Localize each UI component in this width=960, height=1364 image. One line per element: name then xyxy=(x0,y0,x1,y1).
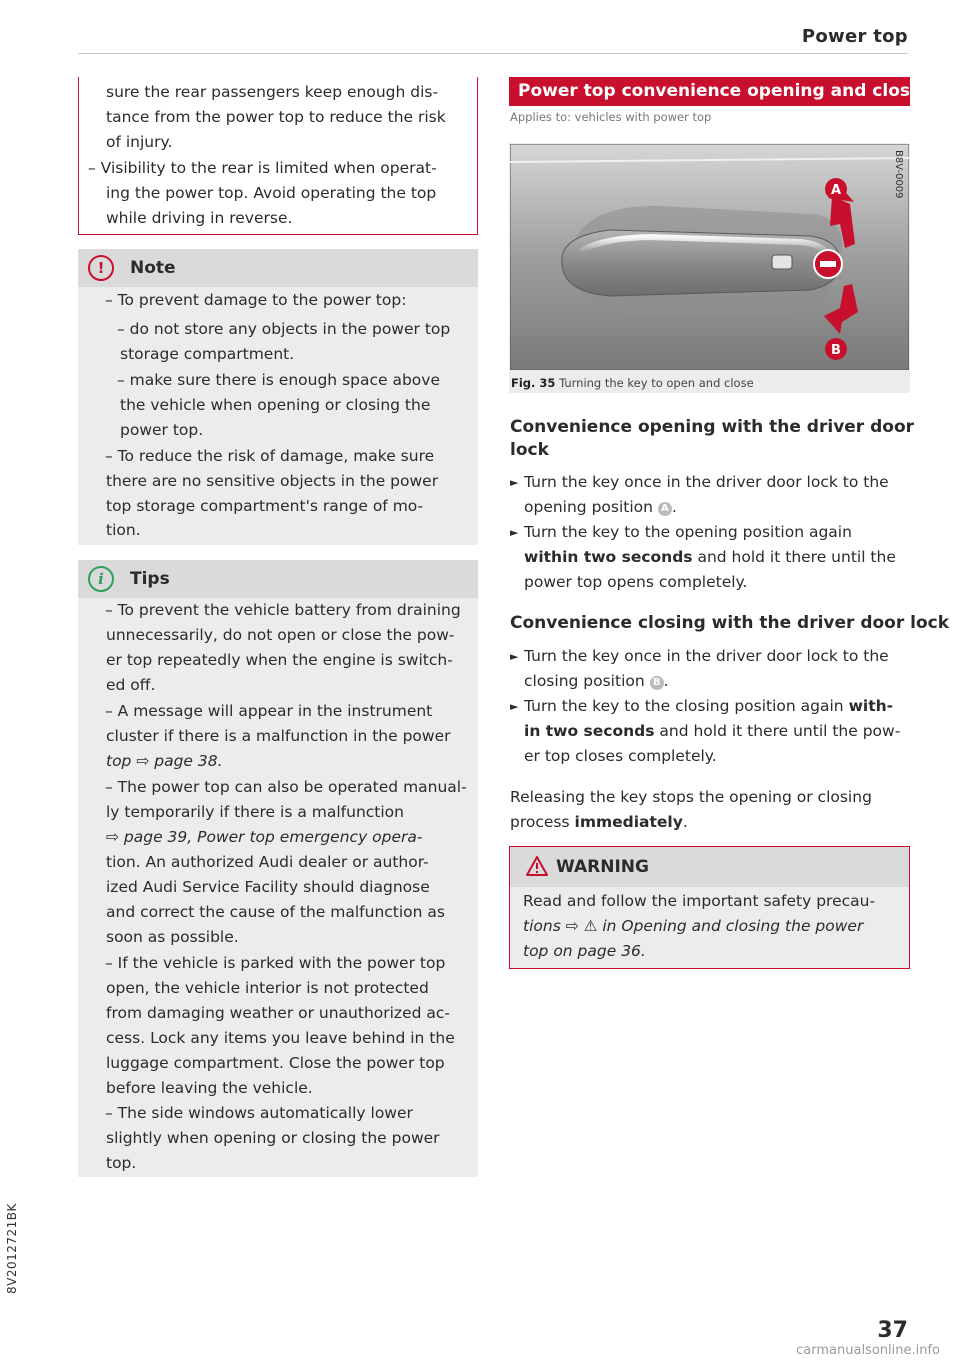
page-reference-link[interactable]: ⇨ page 39, Power top emergency opera- xyxy=(106,828,423,846)
opening-heading-line1: Convenience opening with the driver door xyxy=(510,417,915,437)
warning-title: WARNING xyxy=(556,857,649,877)
text-line: – A message will appear in the instrument xyxy=(105,702,433,720)
figure-caption xyxy=(511,376,754,390)
text-line: power top. xyxy=(120,421,204,439)
closing-heading: Convenience closing with the driver door lock xyxy=(510,613,950,633)
text-line: sure the rear passengers keep enough dis- xyxy=(106,83,439,101)
closing-step-2: ► Turn the key to the closing position again with- xyxy=(510,697,894,715)
text-line: – The power top can also be operated manual- xyxy=(105,778,467,796)
note-header xyxy=(78,249,478,287)
text-line: tion. An authorized Audi dealer or author- xyxy=(106,853,429,871)
exclamation-circle-icon: ! xyxy=(88,255,114,281)
figure-number: Fig. 35 xyxy=(511,376,556,390)
closing-step-2-end: er top closes completely. xyxy=(524,747,717,765)
text-line: cess. Lock any items you leave behind in the xyxy=(106,1029,455,1047)
bullet-arrow-icon: ► xyxy=(510,526,519,539)
text-line: slightly when opening or closing the power xyxy=(106,1129,440,1147)
document-code: 8V2012721BK xyxy=(5,1203,19,1294)
opening-step-2: ► Turn the key to the opening position again xyxy=(510,523,852,541)
text-line: tance from the power top to reduce the risk xyxy=(106,108,446,126)
bullet-arrow-icon: ► xyxy=(510,700,519,713)
text-line: – do not store any objects in the power top xyxy=(117,320,451,338)
section-title: Power top convenience opening and closing xyxy=(518,81,941,101)
text-line: unnecessarily, do not open or close the pow- xyxy=(106,626,455,644)
bullet-arrow-icon: ► xyxy=(510,476,519,489)
warning-box xyxy=(509,846,910,969)
note-box xyxy=(78,249,478,545)
text-line: – Visibility to the rear is limited when operat- xyxy=(88,159,437,177)
closing-step-1: ► Turn the key once in the driver door lock to the xyxy=(510,647,889,665)
note-title: Note xyxy=(130,258,176,278)
text-line: – To prevent the vehicle battery from draining xyxy=(105,601,461,619)
figure-code: B8V-0009 xyxy=(893,150,904,199)
position-b-icon: B xyxy=(650,676,664,690)
text-line: ing the power top. Avoid operating the top xyxy=(106,184,437,202)
warning-continuation-box xyxy=(78,77,478,235)
section-title-bar xyxy=(509,77,941,106)
text-line: – If the vehicle is parked with the power top xyxy=(105,954,446,972)
page-reference-link[interactable]: top ⇨ page 38. xyxy=(106,752,223,770)
warning-line: top on page 36. xyxy=(523,942,646,960)
warning-triangle-icon xyxy=(526,856,548,876)
release-line-2: process immediately. xyxy=(510,813,688,831)
tips-title: Tips xyxy=(130,569,170,589)
text-line: there are no sensitive objects in the power xyxy=(106,472,439,490)
text-line: soon as possible. xyxy=(106,928,239,946)
watermark: carmanualsonline.info xyxy=(796,1343,940,1358)
text-line: open, the vehicle interior is not protected xyxy=(106,979,429,997)
text-line: of injury. xyxy=(106,133,173,151)
figure-caption-text: Turning the key to open and close xyxy=(559,376,754,390)
header-divider xyxy=(78,53,908,54)
tips-box xyxy=(78,560,478,1177)
text-line: – make sure there is enough space above xyxy=(117,371,440,389)
position-a-icon: A xyxy=(658,502,672,516)
text-line: ed off. xyxy=(106,676,156,694)
figure-label-b: B xyxy=(831,343,841,358)
text-line: from damaging weather or unauthorized ac- xyxy=(106,1004,450,1022)
tips-header xyxy=(78,560,478,598)
text-line: top storage compartment's range of mo- xyxy=(106,497,424,515)
closing-step-2-cont: in two seconds and hold it there until the pow- xyxy=(524,722,901,740)
applies-to-note: Applies to: vehicles with power top xyxy=(510,110,712,124)
text-line: while driving in reverse. xyxy=(106,209,293,227)
page-header-title: Power top xyxy=(801,26,908,47)
opening-heading-line2: lock xyxy=(510,440,549,460)
bullet-arrow-icon: ► xyxy=(510,650,519,663)
warning-line: Read and follow the important safety precau- xyxy=(523,892,876,910)
figure-label-a: A xyxy=(830,183,842,198)
release-line-1: Releasing the key stops the opening or closing xyxy=(510,788,872,806)
closing-step-1-cont: closing position B . xyxy=(524,672,669,690)
text-line: ized Audi Service Facility should diagnose xyxy=(106,878,430,896)
text-line: the vehicle when opening or closing the xyxy=(120,396,431,414)
door-handle-illustration xyxy=(510,144,909,370)
text-line: er top repeatedly when the engine is switch- xyxy=(106,651,453,669)
text-line: tion. xyxy=(106,521,141,539)
opening-step-2-end: power top opens completely. xyxy=(524,573,748,591)
opening-step-2-cont: within two seconds and hold it there until the xyxy=(524,548,896,566)
text-line: – The side windows automatically lower xyxy=(105,1104,413,1122)
figure-35 xyxy=(509,143,910,393)
text-line: luggage compartment. Close the power top xyxy=(106,1054,445,1072)
opening-step-1-cont: opening position A . xyxy=(524,498,677,516)
text-line: before leaving the vehicle. xyxy=(106,1079,313,1097)
page-number: 37 xyxy=(877,1318,908,1343)
text-line: storage compartment. xyxy=(120,345,295,363)
warning-header xyxy=(510,847,909,887)
text-line: ly temporarily if there is a malfunction xyxy=(106,803,404,821)
opening-step-1: ► Turn the key once in the driver door lock to the xyxy=(510,473,889,491)
warning-reference-link[interactable]: tions ⇨ ⚠ in Opening and closing the power xyxy=(523,917,864,935)
text-line: – To reduce the risk of damage, make sure xyxy=(105,447,435,465)
info-circle-icon: i xyxy=(88,566,114,592)
text-line: and correct the cause of the malfunction as xyxy=(106,903,445,921)
text-line: top. xyxy=(106,1154,137,1172)
text-line: – To prevent damage to the power top: xyxy=(105,291,407,309)
text-line: cluster if there is a malfunction in the power xyxy=(106,727,451,745)
